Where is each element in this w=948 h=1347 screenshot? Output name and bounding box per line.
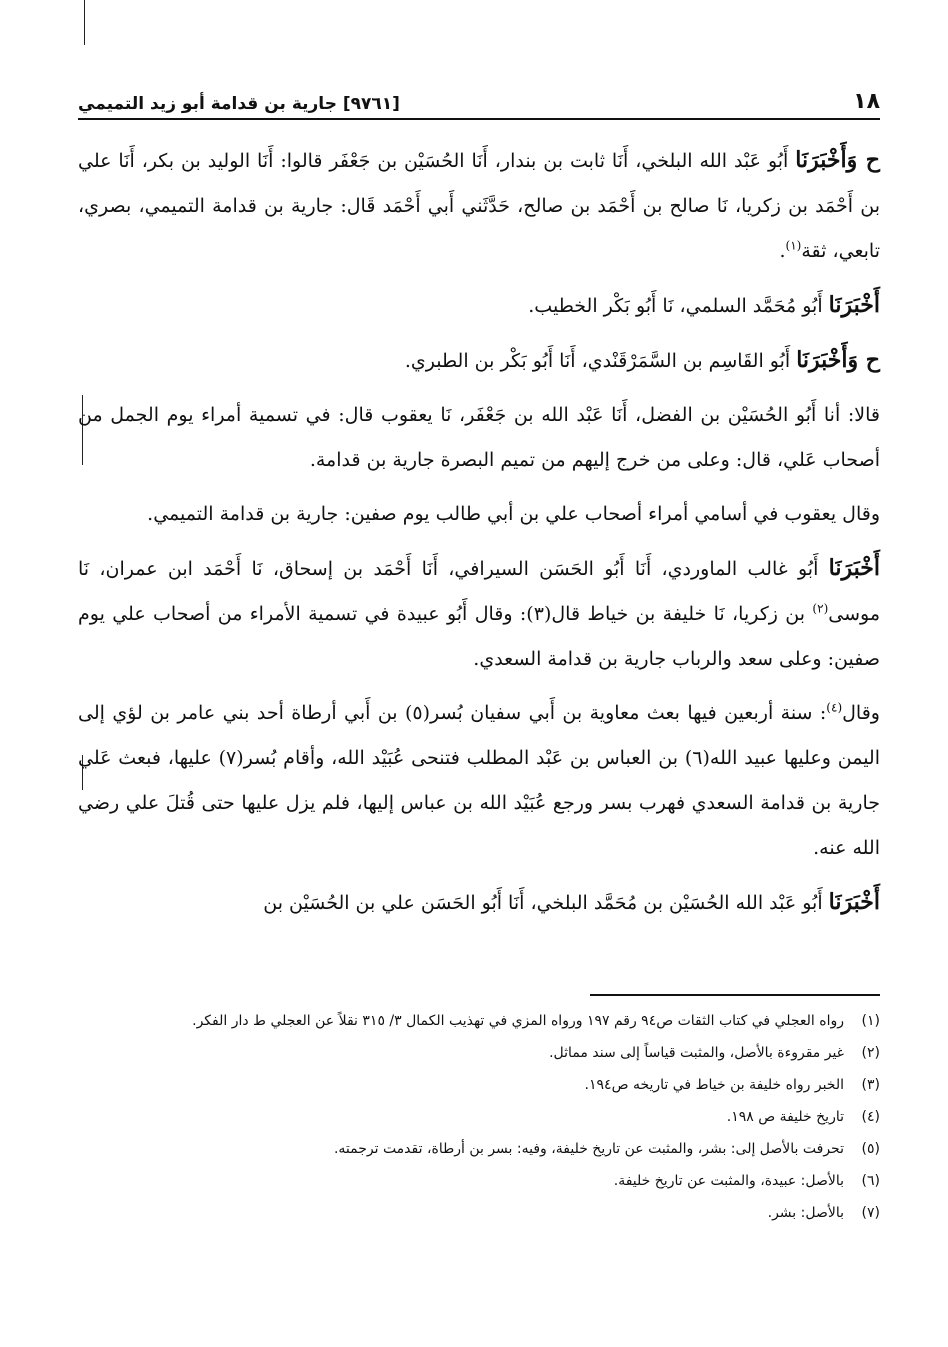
paragraph: [78, 492, 880, 537]
paragraph-text: وقال يعقوب في أسامي أمراء أصحاب علي بن أبي طالب يوم صفين: جارية بن قدامة التميمي.: [147, 503, 880, 525]
footnote-ref: (١): [785, 238, 802, 253]
footnotes: [78, 1008, 880, 1232]
footnote-number: (٦): [861, 1173, 880, 1189]
footnote: [78, 1168, 880, 1194]
scan-margin-line: [84, 0, 85, 45]
page-header: [78, 82, 880, 120]
paragraph: [78, 393, 880, 483]
footnote-text: بالأصل: بشر.: [767, 1205, 844, 1221]
footnote: [78, 1200, 880, 1226]
paragraph-text: أَبُو القَاسِم بن السَّمَرْقَنْدي، أَنَا أَبُو بَكْر بن الطبري.: [404, 350, 797, 372]
footnote-number: (٢): [861, 1045, 880, 1061]
footnote-number: (١): [861, 1013, 880, 1029]
paragraph-tail: .: [779, 240, 786, 262]
footnote: [78, 1040, 880, 1066]
isnad-keyword: أَخْبَرَنَا: [828, 555, 880, 581]
footnote-ref: (٤): [826, 700, 843, 715]
footnote-text: الخبر رواه خليفة بن خياط في تاريخه ص١٩٤.: [584, 1077, 844, 1093]
paragraph: [78, 691, 880, 871]
footnote-text: بالأصل: عبيدة، والمثبت عن تاريخ خليفة.: [613, 1173, 844, 1189]
paragraph-text: أَبُو عَبْد الله الحُسَيْن بن مُحَمَّد البلخي، أَنَا أَبُو الحَسَن علي بن الحُسَيْن بن: [263, 892, 829, 914]
footnote-separator: [590, 994, 880, 996]
running-title: [٩٧٦١] جارية بن قدامة أبو زيد التميمي: [78, 94, 400, 114]
isnad-keyword: أَخْبَرَنَا: [828, 889, 880, 915]
paragraph: [78, 546, 880, 682]
footnote: [78, 1008, 880, 1034]
footnote: [78, 1104, 880, 1130]
paragraph-text: قالا: أنا أَبُو الحُسَيْن بن الفضل، أَنَا عَبْد الله بن جَعْفَر، نَا يعقوب قال: في تسمية أمراء يوم الجمل من أصحاب عَلي، قال: وعلى من خرج إليهم من تميم البصرة جارية بن قدامة.: [78, 404, 880, 471]
footnote-text: رواه العجلي في كتاب الثقات ص٩٤ رقم ١٩٧ ورواه المزي في تهذيب الكمال ٣/ ٣١٥ نقلاً عن العجلي ط دار الفكر.: [192, 1013, 844, 1029]
page-number: ١٨: [853, 89, 880, 114]
footnote-number: (٧): [861, 1205, 880, 1221]
footnote-ref: (٢): [812, 601, 829, 616]
footnote: [78, 1136, 880, 1162]
footnote-text: تحرفت بالأصل إلى: بشر، والمثبت عن تاريخ خليفة، وفيه: بسر بن أرطاة، تقدمت ترجمته.: [333, 1141, 844, 1157]
paragraph-tail: بن زكريا، نَا خليفة بن خياط قال(٣): وقال أَبُو عبيدة في تسمية الأمراء من أصحاب علي يوم صفين: وعلى سعد والرباب جارية بن قدامة السعدي.: [78, 603, 880, 670]
footnote-text: غير مقروءة بالأصل، والمثبت قياساً إلى سند مماثل.: [549, 1045, 844, 1061]
isnad-keyword: ح وَأَخْبَرَنَا: [795, 147, 880, 173]
paragraph-text: وقال: [842, 702, 880, 724]
paragraph: [78, 880, 880, 926]
footnote: [78, 1072, 880, 1098]
footnote-number: (٥): [861, 1141, 880, 1157]
main-text: [78, 138, 880, 978]
paragraph-text: أَبُو عَبْد الله البلخي، أَنَا ثابت بن بندار، أَنَا الحُسَيْن بن جَعْفَر قالوا: أَنَا الوليد بن بكر، أَنَا علي بن أَحْمَد بن زكريا، نَا صالح بن أَحْمَد بن صالح، حَدَّثَني أَبي أَحْمَد قَال: جارية بن قدامة التميمي، بصري، تابعي، ثقة: [78, 150, 880, 262]
paragraph: [78, 138, 880, 274]
footnote-number: (٤): [861, 1109, 880, 1125]
paragraph-tail: : سنة أربعين فيها بعث معاوية بن أَبي سفيان بُسر(٥) بن أَبي أرطاة أحد بني عامر بن لؤي إلى اليمن وعليها عبيد الله(٦) بن العباس بن عَبْد المطلب فتنحى عُبَيْد الله، وأقام بُسر(٧) عليها، فبعث عَلي جارية بن قدامة السعدي فهرب بسر ورجع عُبَيْد الله بن عباس إليها، فلم يزل عليها حتى قُتلَ علي رضي الله عنه.: [78, 702, 880, 859]
paragraph: [78, 283, 880, 329]
footnote-number: (٣): [861, 1077, 880, 1093]
isnad-keyword: أَخْبَرَنَا: [828, 292, 880, 318]
isnad-keyword: ح وَأَخْبَرَنَا: [796, 347, 880, 373]
paragraph-text: أَبُو غالب الماوردي، أَنَا أَبُو الحَسَن السيرافي، أَنَا أَحْمَد بن إسحاق، نَا أَحْمَد ابن عمران، نَا موسى: [78, 558, 880, 625]
paragraph: [78, 338, 880, 384]
footnote-text: تاريخ خليفة ص ١٩٨.: [726, 1109, 844, 1125]
paragraph-text: أَبُو مُحَمَّد السلمي، نَا أَبُو بَكْر الخطيب.: [528, 295, 829, 317]
